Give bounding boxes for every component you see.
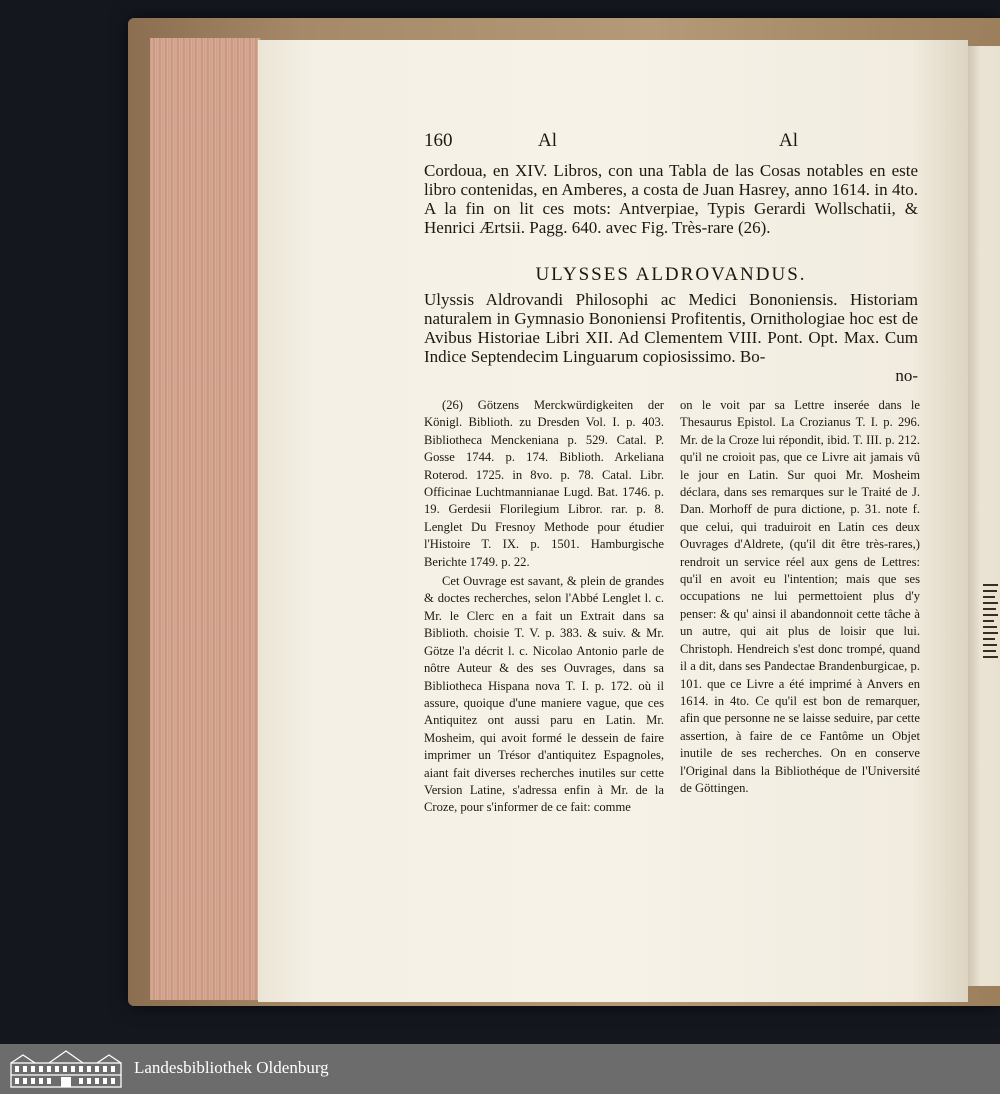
page-edges <box>150 38 261 1000</box>
footer-bar <box>0 1044 1000 1094</box>
footnote-paragraph: Cet Ouvrage est savant, & plein de grandes & doctes recherches, selon l'Abbé Lenglet l. c. Mr. le Clerc en a fait un Extrait dans sa Biblioth. choisie T. V. p. 383. & suiv. & Mr. Götze l'a décrit l. c. Nicolao Antonio parle de nôtre Auteur & des ses Ouvrages, dans sa Bibliotheca Hispana nova T. I. p. 172. où il assure, quoique d'une maniere vague, que ces Antiquitez ont aussi paru en Latin. Mr. Mosheim, qui avoit formé le dessein de faire imprimer un Trésor d'antiquitez Espagnoles, aiant fait diverses recherches inutiles sur cette Version Latine, s'adressa enfin à Mr. de la Croze, pour s'informer de ce fait: comme <box>424 574 664 815</box>
footnote-column-left <box>424 397 664 817</box>
library-building-logo-icon <box>9 1049 123 1089</box>
footer-label: Landesbibliothek Oldenburg <box>134 1058 329 1077</box>
page-number: 160 <box>424 130 453 151</box>
entry-body <box>424 290 918 385</box>
facing-page-edge <box>968 46 1000 986</box>
entry-text: Ulyssis Aldrovandi Philosophi ac Medici Bononiensis. Historiam naturalem in Gymnasio Bononiensi Profitentis, Ornithologiae hoc est de Avibus Historiae Libri XII. Ad Clementem VIII. Pont. Opt. Max. Cum Indice Septendecim Linguarum copiosissimo. Bo- <box>424 290 918 366</box>
running-head-left: Al <box>538 130 557 151</box>
entry-continued: Cordoua, en XIV. Libros, con una Tabla de las Cosas notables en este libro contenidas, en Amberes, a costa de Juan Hasrey, anno 1614. in 4to. A la fin on lit ces mots: Antverpiae, Typis Gerardi Wollschatii, & Henrici Ærtsii. Pagg. 640. avec Fig. Très-rare (26). <box>424 161 918 237</box>
facing-page-fragment <box>983 582 1000 666</box>
footnote-column-right <box>680 397 920 797</box>
entry-heading: ULYSSES ALDROVANDUS. <box>535 264 807 285</box>
entry-last-line: no- <box>895 366 918 385</box>
footnote-paragraph: (26) Götzens Merckwürdigkeiten der Königl. Biblioth. zu Dresden Vol. I. p. 403. Bibliotheca Menckeniana p. 529. Catal. P. Gosse 1744. p. 174. Biblioth. Arkeliana Roterod. 1725. in 8vo. p. 78. Catal. Libr. Officinae Luchtmannianae Lugd. Bat. 1746. p. 19. Gerdesii Florilegium Libror. rar. p. 8. Lenglet Du Fresnoy Methode pour étudier l'Histoire T. IX. p. 1501. Hamburgische Berichte 1749. p. 22. <box>424 398 664 569</box>
footnote-paragraph: on le voit par sa Lettre inserée dans le Thesaurus Epistol. La Crozianus T. I. p. 296. Mr. de la Croze lui répondit, ibid. T. III. p. 212. qu'il ne croioit pas, que ce Livre ait jamais vû le jour en Latin. Sur quoi Mr. Mosheim déclara, dans ses remarques sur le Traité de J. Dan. Morhoff de pura dictione, p. 31. note f. que celui, qui traduiroit en Latin ces deux Ouvrages d'Aldrete, (qu'il dit être très-rares,) rendroit un service réel aux gens de Lettres: qu'il en avoit eu l'intention; mais que ses occupations ne lui permettoient plus d'y penser: & qu' ainsi il abandonnoit cette tâche à un autre, qui ait plus de loisir que lui. Christoph. Hendreich s'est donc trompé, quand il a dit, dans ses Pandectae Brandenburgicae, p. 101. que ce Livre a été imprimé à Anvers en 1614. in 4to. Ce qu'il est bon de remarquer, afin que personne ne se laisse seduire, par cette assertion, à faire de ce Fantôme un Objet inutile de ses recherches. On en conserve l'Original dans la Bibliothéque de l'Université de Göttingen. <box>680 398 920 795</box>
running-head <box>424 130 920 154</box>
running-head-right: Al <box>779 130 798 151</box>
facing-page-text-marks <box>983 582 1000 662</box>
